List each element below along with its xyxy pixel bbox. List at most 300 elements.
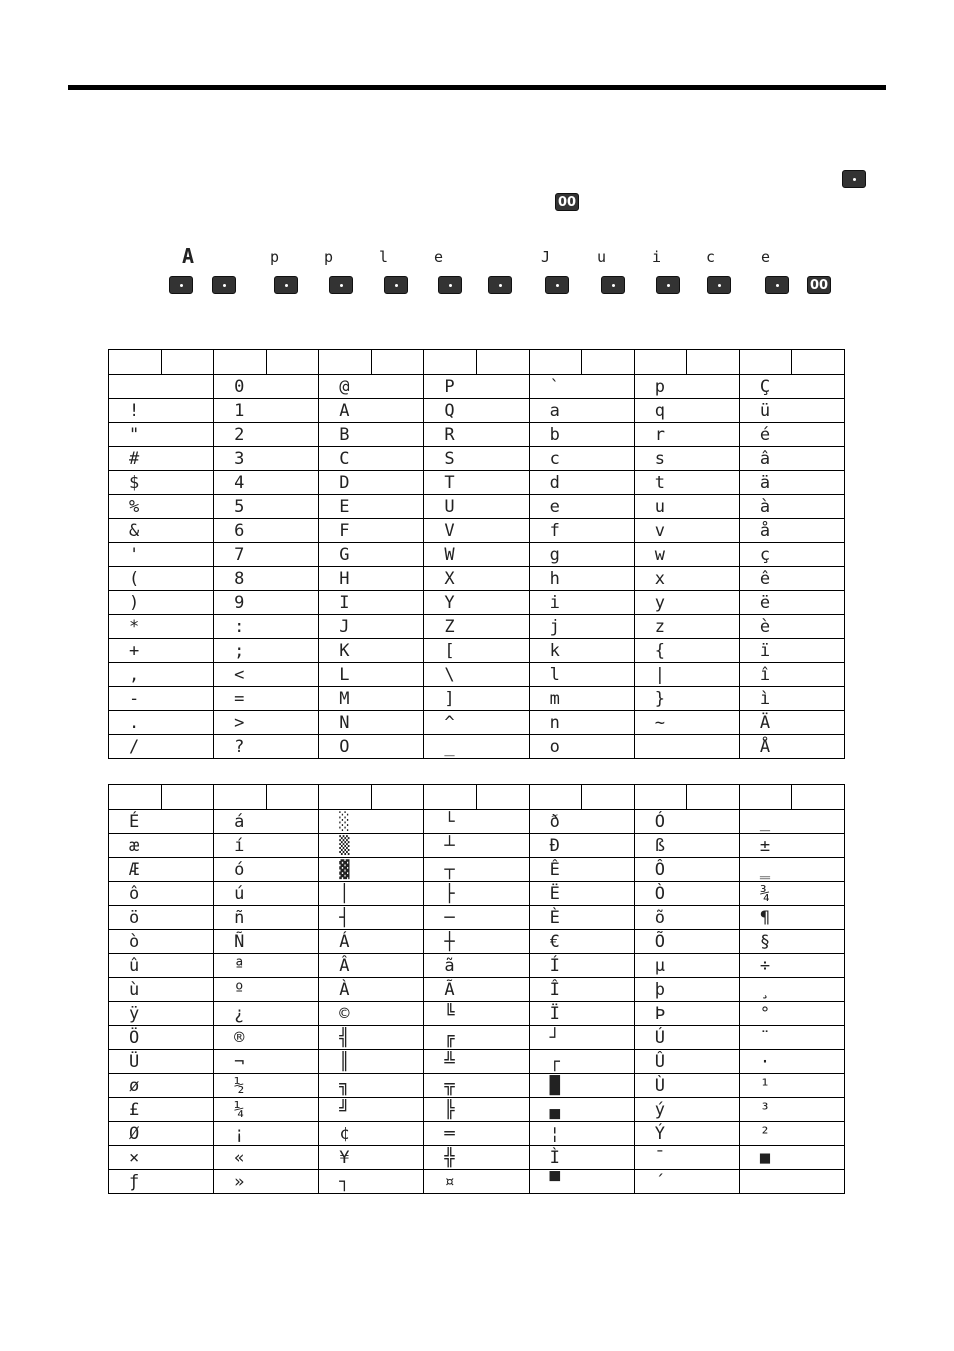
table-row — [109, 1074, 845, 1098]
dot-key — [438, 276, 462, 294]
character-cell: \ — [424, 663, 529, 687]
example-char: A — [182, 244, 195, 268]
character-cell: À — [319, 978, 424, 1002]
character-cell: ▓ — [319, 858, 424, 882]
character-cell: × — [109, 1146, 214, 1170]
character-cell: § — [739, 930, 844, 954]
header-cell — [109, 350, 214, 375]
table-row — [109, 375, 845, 399]
header-cell — [634, 350, 739, 375]
character-cell: + — [109, 639, 214, 663]
character-cell: A — [319, 399, 424, 423]
character-cell: . — [109, 711, 214, 735]
character-cell: F — [319, 519, 424, 543]
character-cell: ë — [739, 591, 844, 615]
character-cell: : — [214, 615, 319, 639]
character-cell: o — [529, 735, 634, 759]
character-cell: R — [424, 423, 529, 447]
character-cell: $ — [109, 471, 214, 495]
character-cell: å — [739, 519, 844, 543]
character-cell: Ä — [739, 711, 844, 735]
character-cell: ú — [214, 882, 319, 906]
character-cell: U — [424, 495, 529, 519]
character-cell: » — [214, 1170, 319, 1194]
table-row — [109, 1050, 845, 1074]
character-cell: K — [319, 639, 424, 663]
table-row — [109, 954, 845, 978]
character-cell: ì — [739, 687, 844, 711]
character-cell: ç — [739, 543, 844, 567]
character-cell: 0 — [214, 375, 319, 399]
character-cell: G — [319, 543, 424, 567]
dot-key — [707, 276, 731, 294]
character-cell: " — [109, 423, 214, 447]
character-cell: ð — [529, 810, 634, 834]
character-cell: á — [214, 810, 319, 834]
dot-key — [545, 276, 569, 294]
character-cell: Ù — [634, 1074, 739, 1098]
character-cell: « — [214, 1146, 319, 1170]
character-cell: L — [319, 663, 424, 687]
character-cell: p — [634, 375, 739, 399]
character-cell: ¥ — [319, 1146, 424, 1170]
character-cell: X — [424, 567, 529, 591]
character-cell: P — [424, 375, 529, 399]
character-cell: ± — [739, 834, 844, 858]
character-cell: ó — [214, 858, 319, 882]
character-cell: Î — [529, 978, 634, 1002]
character-cell: ╚ — [424, 1002, 529, 1026]
character-cell: u — [634, 495, 739, 519]
character-cell: J — [319, 615, 424, 639]
table-row — [109, 447, 845, 471]
dot-key — [384, 276, 408, 294]
character-cell: Ï — [529, 1002, 634, 1026]
header-cell — [739, 785, 844, 810]
character-cell: 5 — [214, 495, 319, 519]
character-cell: # — [109, 447, 214, 471]
character-cell: ý — [634, 1098, 739, 1122]
character-cell: g — [529, 543, 634, 567]
character-cell: õ — [634, 906, 739, 930]
character-cell: Þ — [634, 1002, 739, 1026]
character-cell: S — [424, 447, 529, 471]
character-cell: ┬ — [424, 858, 529, 882]
character-cell: ┼ — [424, 930, 529, 954]
character-cell: ╣ — [319, 1026, 424, 1050]
character-cell: D — [319, 471, 424, 495]
character-cell: ù — [109, 978, 214, 1002]
character-cell: î — [739, 663, 844, 687]
character-cell: ] — [424, 687, 529, 711]
character-cell: a — [529, 399, 634, 423]
character-cell: £ — [109, 1098, 214, 1122]
character-cell: ¬ — [214, 1050, 319, 1074]
character-cell: V — [424, 519, 529, 543]
character-cell: / — [109, 735, 214, 759]
character-cell: % — [109, 495, 214, 519]
character-cell: _ — [739, 810, 844, 834]
character-cell: º — [214, 978, 319, 1002]
table-row — [109, 591, 845, 615]
character-cell: ¼ — [214, 1098, 319, 1122]
character-cell: ▄ — [529, 1098, 634, 1122]
character-cell: ┤ — [319, 906, 424, 930]
character-cell: â — [739, 447, 844, 471]
header-cell — [424, 350, 529, 375]
example-char: J — [541, 248, 551, 266]
character-cell: Æ — [109, 858, 214, 882]
character-cell: & — [109, 519, 214, 543]
character-cell: E — [319, 495, 424, 519]
character-cell: ä — [739, 471, 844, 495]
character-cell: h — [529, 567, 634, 591]
header-cell — [319, 785, 424, 810]
example-char: p — [324, 248, 334, 266]
character-cell: ╠ — [424, 1098, 529, 1122]
character-cell: w — [634, 543, 739, 567]
table-row — [109, 615, 845, 639]
character-cell: C — [319, 447, 424, 471]
character-cell: 7 — [214, 543, 319, 567]
double-zero-key: 00 — [807, 276, 831, 294]
character-cell: y — [634, 591, 739, 615]
character-cell: É — [109, 810, 214, 834]
character-cell: M — [319, 687, 424, 711]
character-cell: e — [529, 495, 634, 519]
header-cell — [109, 785, 214, 810]
table-row — [109, 735, 845, 759]
character-cell: € — [529, 930, 634, 954]
character-cell: ò — [109, 930, 214, 954]
character-cell: j — [529, 615, 634, 639]
character-cell: W — [424, 543, 529, 567]
character-cell: i — [529, 591, 634, 615]
table-row — [109, 1146, 845, 1170]
character-cell: ' — [109, 543, 214, 567]
character-cell: æ — [109, 834, 214, 858]
table-row — [109, 1098, 845, 1122]
dot-key — [169, 276, 193, 294]
character-cell: 2 — [214, 423, 319, 447]
character-cell: Ç — [739, 375, 844, 399]
character-cell: ñ — [214, 906, 319, 930]
header-cell — [214, 350, 319, 375]
character-cell: Ü — [109, 1050, 214, 1074]
character-cell: ║ — [319, 1050, 424, 1074]
table-row — [109, 471, 845, 495]
character-cell: ├ — [424, 882, 529, 906]
character-cell: Ý — [634, 1122, 739, 1146]
character-cell: ╝ — [319, 1098, 424, 1122]
character-cell: ^ — [424, 711, 529, 735]
character-cell: ┴ — [424, 834, 529, 858]
character-cell: ¹ — [739, 1074, 844, 1098]
character-cell: ÷ — [739, 954, 844, 978]
character-cell: z — [634, 615, 739, 639]
table-row — [109, 1122, 845, 1146]
character-cell: ¦ — [529, 1122, 634, 1146]
character-cell: · — [739, 1050, 844, 1074]
character-cell: Ì — [529, 1146, 634, 1170]
header-cell — [634, 785, 739, 810]
character-cell: l — [529, 663, 634, 687]
table-header-row — [109, 785, 845, 810]
character-cell: _ — [424, 735, 529, 759]
character-cell: ; — [214, 639, 319, 663]
character-cell: ╗ — [319, 1074, 424, 1098]
character-cell: b — [529, 423, 634, 447]
header-cell — [529, 350, 634, 375]
character-cell: Í — [529, 954, 634, 978]
character-cell: ª — [214, 954, 319, 978]
character-cell: 4 — [214, 471, 319, 495]
table-header-row — [109, 350, 845, 375]
character-cell: < — [214, 663, 319, 687]
character-cell: ! — [109, 399, 214, 423]
character-cell: ■ — [739, 1146, 844, 1170]
example-char: e — [761, 248, 771, 266]
character-cell — [634, 735, 739, 759]
table-row — [109, 1002, 845, 1026]
character-cell: Ú — [634, 1026, 739, 1050]
character-cell: ░ — [319, 810, 424, 834]
character-cell: ´ — [634, 1170, 739, 1194]
character-cell: s — [634, 447, 739, 471]
character-cell: H — [319, 567, 424, 591]
table-row — [109, 663, 845, 687]
character-cell — [109, 375, 214, 399]
character-cell: O — [319, 735, 424, 759]
character-cell: ü — [739, 399, 844, 423]
character-cell: I — [319, 591, 424, 615]
character-cell: ╩ — [424, 1050, 529, 1074]
character-cell: n — [529, 711, 634, 735]
character-cell: Û — [634, 1050, 739, 1074]
dot-key — [488, 276, 512, 294]
table-row — [109, 639, 845, 663]
character-cell: ö — [109, 906, 214, 930]
character-cell: N — [319, 711, 424, 735]
header-cell — [424, 785, 529, 810]
character-cell: í — [214, 834, 319, 858]
header-cell — [319, 350, 424, 375]
table-row — [109, 423, 845, 447]
character-cell: Ð — [529, 834, 634, 858]
character-cell: ┘ — [529, 1026, 634, 1050]
character-cell: Z — [424, 615, 529, 639]
table-row — [109, 1170, 845, 1194]
character-cell: ¸ — [739, 978, 844, 1002]
character-cell: ┐ — [319, 1170, 424, 1194]
dot-key — [329, 276, 353, 294]
character-cell: Ø — [109, 1122, 214, 1146]
header-cell — [529, 785, 634, 810]
character-cell: } — [634, 687, 739, 711]
character-cell: Ñ — [214, 930, 319, 954]
character-cell: ô — [109, 882, 214, 906]
dot-key — [212, 276, 236, 294]
table-row — [109, 543, 845, 567]
character-cell: Á — [319, 930, 424, 954]
character-cell: é — [739, 423, 844, 447]
double-zero-key: 00 — [555, 193, 579, 211]
character-cell: ▀ — [529, 1170, 634, 1194]
character-cell: ® — [214, 1026, 319, 1050]
character-cell: █ — [529, 1074, 634, 1098]
character-cell: ï — [739, 639, 844, 663]
character-cell: 9 — [214, 591, 319, 615]
character-cell: x — [634, 567, 739, 591]
character-cell: , — [109, 663, 214, 687]
character-cell: µ — [634, 954, 739, 978]
character-cell: c — [529, 447, 634, 471]
character-cell: r — [634, 423, 739, 447]
character-cell: ¿ — [214, 1002, 319, 1026]
dot-key — [274, 276, 298, 294]
table-row — [109, 858, 845, 882]
example-char: l — [379, 248, 389, 266]
character-cell: ┌ — [529, 1050, 634, 1074]
character-cell: 3 — [214, 447, 319, 471]
character-cell: Q — [424, 399, 529, 423]
example-char: i — [652, 248, 662, 266]
table-row — [109, 519, 845, 543]
character-cell: Ê — [529, 858, 634, 882]
character-cell: - — [109, 687, 214, 711]
table-row — [109, 930, 845, 954]
character-cell: Ò — [634, 882, 739, 906]
table-row — [109, 906, 845, 930]
character-cell: ` — [529, 375, 634, 399]
character-cell: v — [634, 519, 739, 543]
character-cell: ã — [424, 954, 529, 978]
character-cell: È — [529, 906, 634, 930]
character-cell: | — [634, 663, 739, 687]
character-cell: ÿ — [109, 1002, 214, 1026]
header-cell — [739, 350, 844, 375]
character-cell: ╬ — [424, 1146, 529, 1170]
character-cell: ( — [109, 567, 214, 591]
table-row — [109, 711, 845, 735]
character-cell: f — [529, 519, 634, 543]
header-cell — [214, 785, 319, 810]
character-cell: ═ — [424, 1122, 529, 1146]
character-cell: © — [319, 1002, 424, 1026]
character-cell: ¶ — [739, 906, 844, 930]
character-cell: [ — [424, 639, 529, 663]
character-cell: ƒ — [109, 1170, 214, 1194]
character-cell: à — [739, 495, 844, 519]
table-row — [109, 978, 845, 1002]
table-row — [109, 687, 845, 711]
character-cell: ¡ — [214, 1122, 319, 1146]
character-cell: @ — [319, 375, 424, 399]
character-cell: û — [109, 954, 214, 978]
character-cell: ° — [739, 1002, 844, 1026]
character-cell: ▒ — [319, 834, 424, 858]
character-cell: T — [424, 471, 529, 495]
header-rule — [68, 85, 886, 90]
character-cell: ¾ — [739, 882, 844, 906]
character-cell: Õ — [634, 930, 739, 954]
character-cell: ½ — [214, 1074, 319, 1098]
table-row — [109, 495, 845, 519]
character-cell: Å — [739, 735, 844, 759]
character-cell: > — [214, 711, 319, 735]
character-cell: ß — [634, 834, 739, 858]
character-cell — [739, 1170, 844, 1194]
dot-key — [842, 170, 866, 188]
character-cell: Ó — [634, 810, 739, 834]
character-cell: t — [634, 471, 739, 495]
character-cell: k — [529, 639, 634, 663]
character-cell: Ë — [529, 882, 634, 906]
character-cell: ~ — [634, 711, 739, 735]
character-cell: þ — [634, 978, 739, 1002]
character-cell: d — [529, 471, 634, 495]
character-cell: B — [319, 423, 424, 447]
example-char: c — [706, 248, 716, 266]
character-cell: = — [214, 687, 319, 711]
character-cell: ³ — [739, 1098, 844, 1122]
table-row — [109, 834, 845, 858]
character-cell: 8 — [214, 567, 319, 591]
example-char: u — [597, 248, 607, 266]
character-code-table-2 — [108, 784, 845, 1194]
example-char: p — [270, 248, 280, 266]
character-cell: Â — [319, 954, 424, 978]
character-cell: ¢ — [319, 1122, 424, 1146]
character-cell: m — [529, 687, 634, 711]
character-cell: ² — [739, 1122, 844, 1146]
character-cell: 6 — [214, 519, 319, 543]
table-row — [109, 810, 845, 834]
character-cell: Ö — [109, 1026, 214, 1050]
character-cell: ) — [109, 591, 214, 615]
dot-key — [601, 276, 625, 294]
character-cell: ¤ — [424, 1170, 529, 1194]
character-cell: ? — [214, 735, 319, 759]
dot-key — [656, 276, 680, 294]
character-cell: ¨ — [739, 1026, 844, 1050]
character-cell: Y — [424, 591, 529, 615]
dot-key — [765, 276, 789, 294]
table-row — [109, 1026, 845, 1050]
table-row — [109, 399, 845, 423]
character-cell: è — [739, 615, 844, 639]
character-cell: ‗ — [739, 858, 844, 882]
character-cell: ¯ — [634, 1146, 739, 1170]
character-cell: │ — [319, 882, 424, 906]
character-cell: ø — [109, 1074, 214, 1098]
character-cell: Ô — [634, 858, 739, 882]
character-cell: ─ — [424, 906, 529, 930]
character-cell: Ã — [424, 978, 529, 1002]
character-cell: ê — [739, 567, 844, 591]
character-cell: { — [634, 639, 739, 663]
character-code-table-1 — [108, 349, 845, 759]
character-cell: 1 — [214, 399, 319, 423]
table-row — [109, 567, 845, 591]
character-cell: q — [634, 399, 739, 423]
character-cell: └ — [424, 810, 529, 834]
character-cell: * — [109, 615, 214, 639]
example-char: e — [434, 248, 444, 266]
character-cell: ╦ — [424, 1074, 529, 1098]
character-cell: ╔ — [424, 1026, 529, 1050]
table-row — [109, 882, 845, 906]
